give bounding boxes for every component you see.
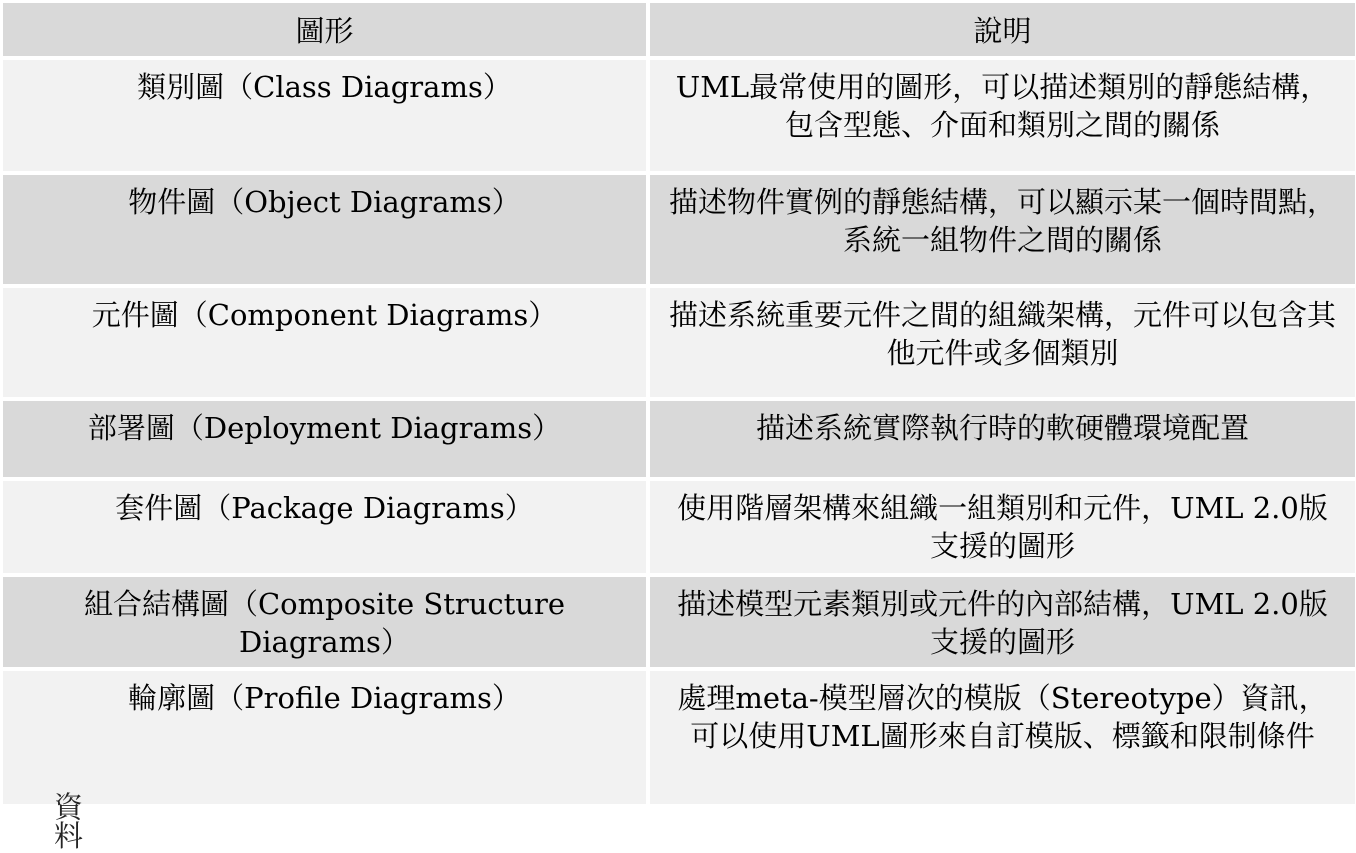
uml-diagram-table (3, 3, 1355, 804)
header-diagram: 圖形 (3, 3, 646, 56)
row-component-description: 描述系統重要元件之間的組織架構，元件可以包含其他元件或多個類別 (650, 288, 1355, 397)
row-profile-diagram: 輪廓圖（Profile Diagrams） (3, 671, 646, 804)
row-object-diagram: 物件圖（Object Diagrams） (3, 175, 646, 284)
row-deployment-diagram: 部署圖（Deployment Diagrams） (3, 401, 646, 477)
row-deployment-description: 描述系統實際執行時的軟硬體環境配置 (650, 401, 1355, 477)
row-object-description: 描述物件實例的靜態結構，可以顯示某一個時間點，系統一組物件之間的關係 (650, 175, 1355, 284)
row-composite-structure-diagram: 組合結構圖（Composite Structure Diagrams） (3, 577, 646, 667)
row-profile-description: 處理meta-模型層次的模版（Stereotype）資訊，可以使用UML圖形來自訂模版、標籤和限制條件 (650, 671, 1355, 804)
header-description: 說明 (650, 3, 1355, 56)
row-package-diagram: 套件圖（Package Diagrams） (3, 481, 646, 573)
row-composite-structure-description: 描述模型元素類別或元件的內部結構，UML 2.0版支援的圖形 (650, 577, 1355, 667)
row-component-diagram: 元件圖（Component Diagrams） (3, 288, 646, 397)
row-class-description: UML最常使用的圖形，可以描述類別的靜態結構，包含型態、介面和類別之間的關係 (650, 60, 1355, 171)
footnote-text: 資料 (54, 790, 84, 853)
row-class-diagram: 類別圖（Class Diagrams） (3, 60, 646, 171)
row-package-description: 使用階層架構來組織一組類別和元件，UML 2.0版支援的圖形 (650, 481, 1355, 573)
